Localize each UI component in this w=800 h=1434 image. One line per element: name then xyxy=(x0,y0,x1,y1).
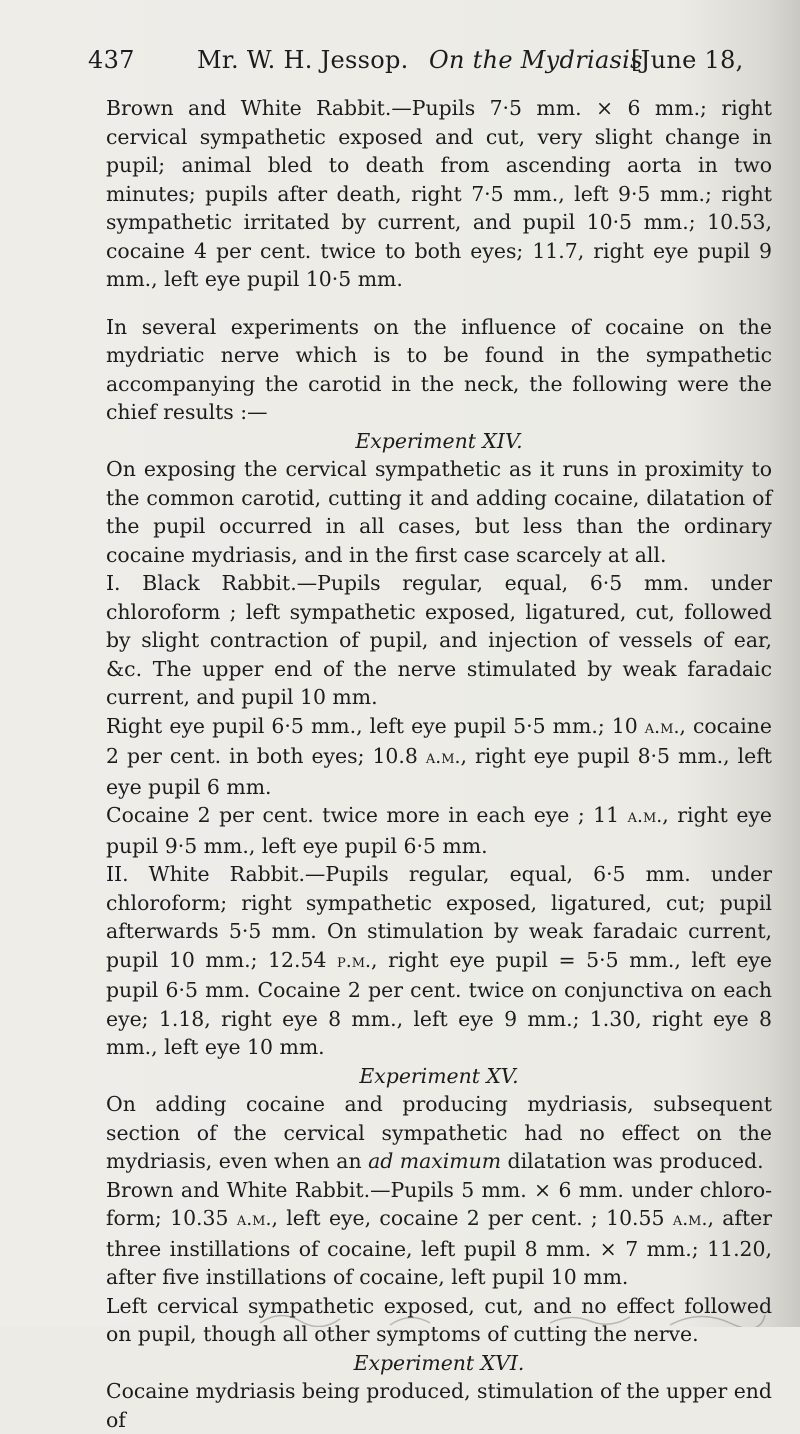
bleed-through-scribble xyxy=(250,1305,770,1327)
paragraph-left-sympathetic-cut: Left cervical sympathetic exposed, cut, and no effect followed on pupil, though all other symptoms of cutting the nerve. xyxy=(106,1293,772,1346)
bleed-through-marks xyxy=(250,1305,770,1327)
paragraph-exp-xvi-start: Cocaine mydriasis being produced, stimulation of the upper end of xyxy=(106,1379,772,1432)
page-number: 437 xyxy=(88,46,135,74)
heading-experiment-xvi: Experiment XVI. xyxy=(353,1350,525,1375)
page-body xyxy=(106,94,772,1434)
running-header xyxy=(88,46,778,86)
header-date: [June 18, xyxy=(631,46,744,74)
paragraph-black-rabbit: I. Black Rabbit.—Pupils regular, equal, 6·5 mm. under chloroform ; left sympathetic exposed, ligatured, cut, followed by slight contraction of pupil, and injection of vessels of ear, &c. The upper end of the nerve stimulated by weak faradaic current, and pupil 10 mm. xyxy=(106,571,772,709)
paragraph-white-rabbit: II. White Rabbit.—Pupils regular, equal, 6·5 mm. under chloroform; right sympathetic exposed, ligatured, cut; pupil afterwards 5·5 mm. On stimulation by weak faradaic current, pupil 10 mm.; 12.54 p.m., right eye pupil = 5·5 mm., left eye pupil 6·5 mm. Cocaine 2 per cent. twice on conjunctiva on each eye; 1.18, right eye 8 mm., left eye 9 mm.; 1.30, right eye 8 mm., left eye 10 mm. xyxy=(106,862,772,1059)
heading-experiment-xv: Experiment XV. xyxy=(359,1063,519,1088)
paragraph-exp-xiv-summary: On exposing the cervical sympathetic as it runs in proximity to the common carotid, cutting it and adding cocaine, dilatation of the pupil occurred in all cases, but less than the ordinary cocaine mydriasis, and in the first case scarcely at all. xyxy=(106,457,772,567)
paragraph-exp-xv-summary: On adding cocaine and producing mydriasis, subsequent section of the cervical sympathetic had no effect on the mydriasis, even when an ad maximum dilatation was produced. xyxy=(106,1092,772,1173)
paragraph-black-rabbit-cocaine: Right eye pupil 6·5 mm., left eye pupil 5·5 mm.; 10 a.m., cocaine 2 per cent. in both eyes; 10.8 a.m., right eye pupil 8·5 mm., left eye pupil 6 mm. xyxy=(106,713,772,799)
paragraph-intro-experiments: In several experiments on the influence of cocaine on the mydriatic nerve which is to be found in the sympathetic accompanying the carotid in the neck, the following were the chief results :— xyxy=(106,314,772,424)
header-author: Mr. W. H. Jessop. xyxy=(197,46,409,74)
heading-experiment-xiv: Experiment XIV. xyxy=(355,428,523,453)
paragraph-rabbit-brown-white: Brown and White Rabbit.—Pupils 7·5 mm. × 6 mm.; right cervical sympathetic exposed and cut, very slight change in pupil; animal bled to death from ascending aorta in two minutes; pupils after death, right 7·5 mm., left 9·5 mm.; right sympathetic irritated by current, and pupil 10·5 mm.; 10.53, cocaine 4 per cent. twice to both eyes; 11.7, right eye pupil 9 mm., left eye pupil 10·5 mm. xyxy=(106,96,772,291)
paragraph-black-rabbit-cocaine-more: Cocaine 2 per cent. twice more in each eye ; 11 a.m., right eye pupil 9·5 mm., left eye pupil 6·5 mm. xyxy=(106,803,773,858)
paragraph-brown-white-rabbit-chloroform: Brown and White Rabbit.—Pupils 5 mm. × 6 mm. under chloro- form; 10.35 a.m., left eye, cocaine 2 per cent. ; 10.55 a.m., after three instillations of cocaine, left pupil 8 mm. × 7 mm.; 11.20, after five instillations of cocaine, left pupil 10 mm. xyxy=(106,1177,772,1289)
header-title: On the Mydriasis xyxy=(429,46,643,74)
